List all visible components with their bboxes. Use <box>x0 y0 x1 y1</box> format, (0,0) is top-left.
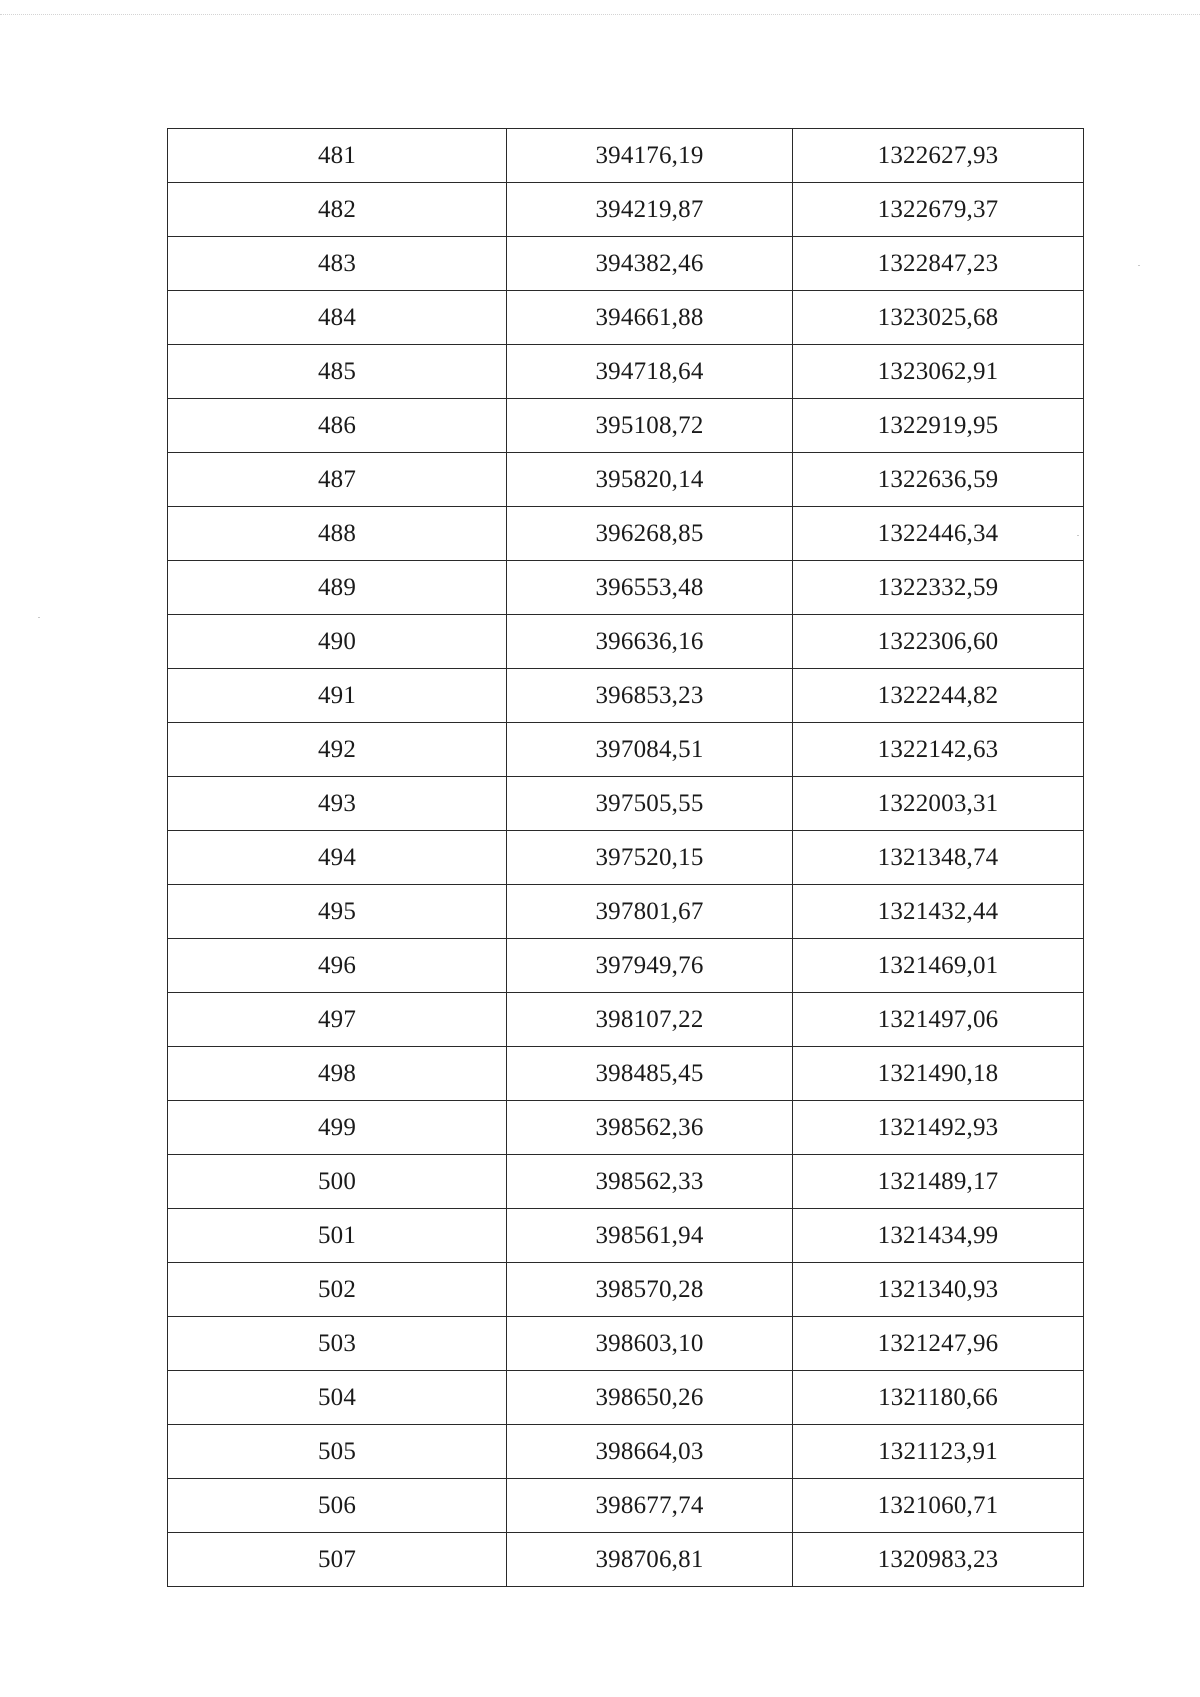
scan-speck <box>1138 265 1140 266</box>
point-number-cell: 489 <box>168 561 507 615</box>
y-coordinate-cell: 1321060,71 <box>793 1479 1084 1533</box>
point-number-cell: 496 <box>168 939 507 993</box>
x-coordinate-cell: 398650,26 <box>507 1371 793 1425</box>
x-coordinate-cell: 398603,10 <box>507 1317 793 1371</box>
table-row <box>168 291 1084 345</box>
table-row <box>168 345 1084 399</box>
point-number-cell: 498 <box>168 1047 507 1101</box>
x-coordinate-cell: 396553,48 <box>507 561 793 615</box>
table-row <box>168 183 1084 237</box>
y-coordinate-cell: 1322142,63 <box>793 723 1084 777</box>
table-row <box>168 1479 1084 1533</box>
y-coordinate-cell: 1321340,93 <box>793 1263 1084 1317</box>
point-number-cell: 491 <box>168 669 507 723</box>
x-coordinate-cell: 394382,46 <box>507 237 793 291</box>
table-row <box>168 1425 1084 1479</box>
x-coordinate-cell: 395820,14 <box>507 453 793 507</box>
x-coordinate-cell: 398107,22 <box>507 993 793 1047</box>
table-row <box>168 1317 1084 1371</box>
point-number-cell: 503 <box>168 1317 507 1371</box>
x-coordinate-cell: 395108,72 <box>507 399 793 453</box>
y-coordinate-cell: 1322332,59 <box>793 561 1084 615</box>
y-coordinate-cell: 1321123,91 <box>793 1425 1084 1479</box>
coordinates-table-body <box>168 129 1084 1587</box>
table-row <box>168 453 1084 507</box>
y-coordinate-cell: 1321492,93 <box>793 1101 1084 1155</box>
table-row <box>168 399 1084 453</box>
y-coordinate-cell: 1322627,93 <box>793 129 1084 183</box>
y-coordinate-cell: 1321469,01 <box>793 939 1084 993</box>
table-row <box>168 1533 1084 1587</box>
point-number-cell: 488 <box>168 507 507 561</box>
x-coordinate-cell: 398562,36 <box>507 1101 793 1155</box>
scan-edge-line <box>0 14 1200 15</box>
y-coordinate-cell: 1322446,34 <box>793 507 1084 561</box>
y-coordinate-cell: 1321489,17 <box>793 1155 1084 1209</box>
y-coordinate-cell: 1323062,91 <box>793 345 1084 399</box>
x-coordinate-cell: 398677,74 <box>507 1479 793 1533</box>
table-row <box>168 669 1084 723</box>
y-coordinate-cell: 1321180,66 <box>793 1371 1084 1425</box>
table-row <box>168 237 1084 291</box>
y-coordinate-cell: 1322636,59 <box>793 453 1084 507</box>
x-coordinate-cell: 394661,88 <box>507 291 793 345</box>
point-number-cell: 482 <box>168 183 507 237</box>
table-row <box>168 1047 1084 1101</box>
x-coordinate-cell: 397505,55 <box>507 777 793 831</box>
y-coordinate-cell: 1321348,74 <box>793 831 1084 885</box>
y-coordinate-cell: 1322003,31 <box>793 777 1084 831</box>
y-coordinate-cell: 1322306,60 <box>793 615 1084 669</box>
point-number-cell: 481 <box>168 129 507 183</box>
y-coordinate-cell: 1322919,95 <box>793 399 1084 453</box>
point-number-cell: 483 <box>168 237 507 291</box>
y-coordinate-cell: 1321247,96 <box>793 1317 1084 1371</box>
point-number-cell: 504 <box>168 1371 507 1425</box>
table-row <box>168 1371 1084 1425</box>
point-number-cell: 487 <box>168 453 507 507</box>
table-row <box>168 831 1084 885</box>
x-coordinate-cell: 396636,16 <box>507 615 793 669</box>
point-number-cell: 485 <box>168 345 507 399</box>
x-coordinate-cell: 396853,23 <box>507 669 793 723</box>
x-coordinate-cell: 397520,15 <box>507 831 793 885</box>
x-coordinate-cell: 398562,33 <box>507 1155 793 1209</box>
y-coordinate-cell: 1322847,23 <box>793 237 1084 291</box>
table-row <box>168 885 1084 939</box>
table-row <box>168 939 1084 993</box>
x-coordinate-cell: 394176,19 <box>507 129 793 183</box>
y-coordinate-cell: 1321490,18 <box>793 1047 1084 1101</box>
table-row <box>168 1155 1084 1209</box>
x-coordinate-cell: 398485,45 <box>507 1047 793 1101</box>
point-number-cell: 506 <box>168 1479 507 1533</box>
y-coordinate-cell: 1322679,37 <box>793 183 1084 237</box>
point-number-cell: 497 <box>168 993 507 1047</box>
point-number-cell: 502 <box>168 1263 507 1317</box>
x-coordinate-cell: 398561,94 <box>507 1209 793 1263</box>
x-coordinate-cell: 397949,76 <box>507 939 793 993</box>
table-row <box>168 129 1084 183</box>
table-row <box>168 507 1084 561</box>
point-number-cell: 495 <box>168 885 507 939</box>
x-coordinate-cell: 397084,51 <box>507 723 793 777</box>
table-row <box>168 1209 1084 1263</box>
table-row <box>168 615 1084 669</box>
x-coordinate-cell: 396268,85 <box>507 507 793 561</box>
table-row <box>168 723 1084 777</box>
x-coordinate-cell: 394718,64 <box>507 345 793 399</box>
y-coordinate-cell: 1320983,23 <box>793 1533 1084 1587</box>
y-coordinate-cell: 1321434,99 <box>793 1209 1084 1263</box>
point-number-cell: 500 <box>168 1155 507 1209</box>
table-row <box>168 561 1084 615</box>
point-number-cell: 505 <box>168 1425 507 1479</box>
point-number-cell: 486 <box>168 399 507 453</box>
point-number-cell: 494 <box>168 831 507 885</box>
point-number-cell: 493 <box>168 777 507 831</box>
x-coordinate-cell: 394219,87 <box>507 183 793 237</box>
point-number-cell: 492 <box>168 723 507 777</box>
y-coordinate-cell: 1321432,44 <box>793 885 1084 939</box>
table-row <box>168 1263 1084 1317</box>
scan-speck <box>38 617 40 618</box>
point-number-cell: 499 <box>168 1101 507 1155</box>
x-coordinate-cell: 398664,03 <box>507 1425 793 1479</box>
y-coordinate-cell: 1321497,06 <box>793 993 1084 1047</box>
point-number-cell: 507 <box>168 1533 507 1587</box>
point-number-cell: 501 <box>168 1209 507 1263</box>
x-coordinate-cell: 398570,28 <box>507 1263 793 1317</box>
y-coordinate-cell: 1322244,82 <box>793 669 1084 723</box>
y-coordinate-cell: 1323025,68 <box>793 291 1084 345</box>
table-row <box>168 1101 1084 1155</box>
point-number-cell: 490 <box>168 615 507 669</box>
x-coordinate-cell: 398706,81 <box>507 1533 793 1587</box>
table-row <box>168 777 1084 831</box>
table-row <box>168 993 1084 1047</box>
point-number-cell: 484 <box>168 291 507 345</box>
x-coordinate-cell: 397801,67 <box>507 885 793 939</box>
coordinates-table <box>167 128 1084 1587</box>
